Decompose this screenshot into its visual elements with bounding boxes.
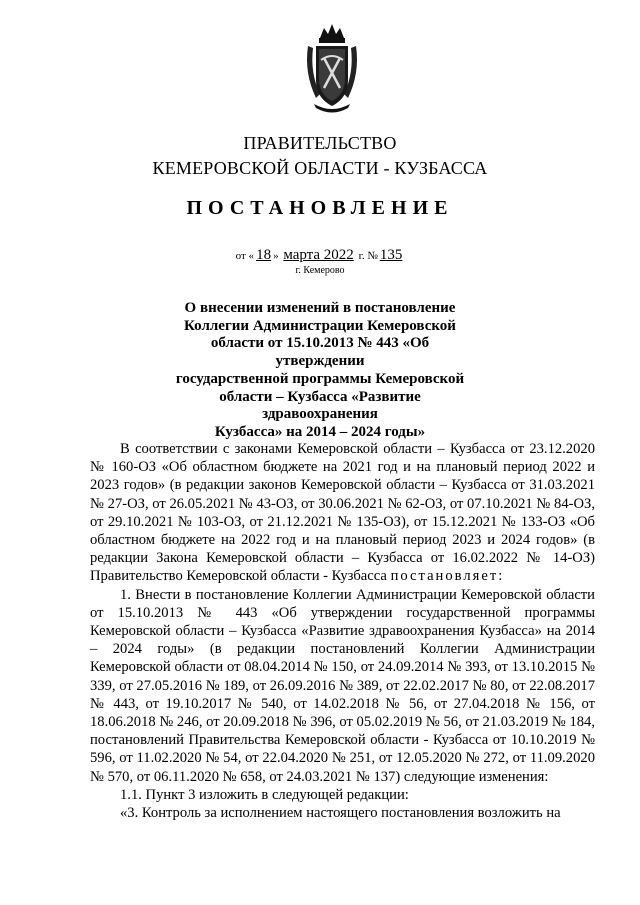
- document-type: ПОСТАНОВЛЕНИЕ: [186, 197, 454, 219]
- preamble-paragraph: [90, 440, 595, 586]
- document-city: г. Кемерово: [295, 265, 345, 276]
- title-line: Коллегии Администрации Кемеровской: [184, 317, 456, 334]
- date-mid: »: [273, 250, 279, 262]
- date-day: 18: [256, 247, 272, 263]
- number-label: №: [367, 250, 378, 262]
- date-month-year: марта 2022: [283, 247, 354, 263]
- organization-name: ПРАВИТЕЛЬСТВО: [243, 133, 397, 153]
- clause-1-paragraph: 1. Внести в постановление Коллегии Администрации Кемеровской области от 15.10.2013 № 443 «Об утверждении государственной программы Кемеровской области – Кузбасса «Развитие здравоохранения Кузбасса» на 2014 – 2024 годы» (в редакции постановлений Коллегии Администрации Кемеровской области от 08.04.2014 № 150, от 24.09.2014 № 393, от 13.10.2015 № 339, от 27.05.2016 № 189, от 26.09.2016 № 389, от 22.02.2017 № 80, от 22.08.2017 № 443, от 19.10.2017 № 540, от 14.02.2018 № 56, от 27.04.2018 № 156, от 18.06.2018 № 246, от 20.09.2018 № 396, от 05.02.2019 № 56, от 21.03.2019 № 184, постановлений Правительства Кемеровской области - Кузбасса от 10.10.2019 № 596, от 11.02.2020 № 54, от 22.04.2020 № 251, от 12.05.2020 № 272, от 11.09.2020 № 570, от 06.11.2020 № 658, от 24.03.2021 № 137) следующие изменения:: [90, 586, 595, 785]
- title-line: государственной программы Кемеровской: [175, 370, 465, 387]
- title-line: области – Кузбасса «Развитие здравоохранения: [219, 388, 421, 423]
- coat-of-arms-emblem: [300, 18, 364, 118]
- title-line: Кузбасса» на 2014 – 2024 годы»: [214, 423, 426, 440]
- organization-region: КЕМЕРОВСКОЙ ОБЛАСТИ - КУЗБАССА: [152, 158, 488, 178]
- resolve-verb: постановляет:: [390, 568, 505, 585]
- clause-1-1-paragraph: 1.1. Пункт 3 изложить в следующей редакции:: [120, 786, 409, 803]
- document-body: [90, 440, 595, 822]
- preamble-text: В соответствии с законами Кемеровской области – Кузбасса от 23.12.2020 № 160-ОЗ «Об областном бюджете на 2021 год и на плановый период 2022 и 2023 годов» (в редакции законов Кемеровской области – Кузбасса от 31.03.2021 № 27-ОЗ, от 26.05.2021 № 43-ОЗ, от 30.06.2021 № 62-ОЗ, от 07.10.2021 № 84-ОЗ, от 29.10.2021 № 103-ОЗ, от 21.12.2021 № 135-ОЗ), от 15.12.2021 № 133-ОЗ «Об областном бюджете на 2022 год и на плановый период 2023 и 2024 годов» (в редакции Закона Кемеровской области – Кузбасса от 16.02.2022 № 14-ОЗ) Правительство Кемеровской области - Кузбасса: [90, 441, 595, 585]
- title-line: О внесении изменений в постановление: [184, 300, 456, 316]
- date-prefix: от «: [235, 250, 255, 262]
- document-number: 135: [379, 247, 403, 263]
- document-date-number: [0, 247, 640, 264]
- document-title: [170, 300, 470, 442]
- title-line: области от 15.10.2013 № 443 «Об утверждении: [210, 335, 430, 370]
- date-year-suffix: г.: [358, 250, 365, 262]
- clause-3-paragraph: «3. Контроль за исполнением настоящего постановления возложить на: [120, 805, 561, 822]
